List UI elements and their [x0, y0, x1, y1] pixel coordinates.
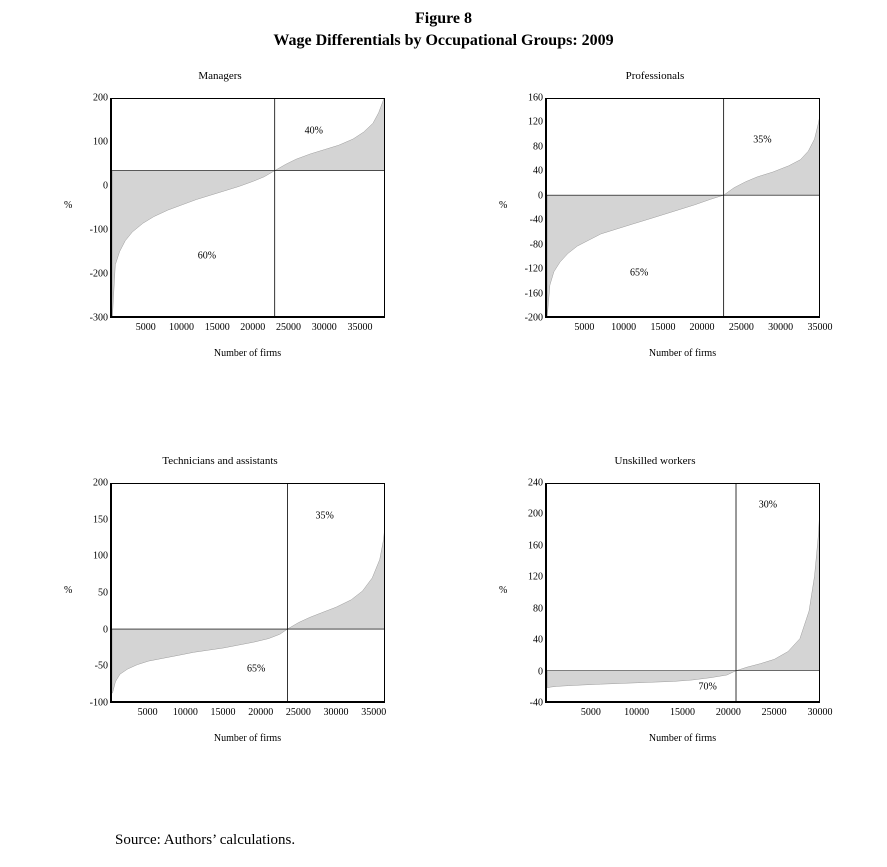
x-tick: 25000	[285, 707, 311, 718]
y-tick: -200	[89, 268, 108, 280]
area-series-unskilled	[547, 508, 820, 688]
x-tick: 5000	[580, 707, 601, 718]
x-tick: 10000	[169, 322, 194, 333]
plot-area-professionals	[545, 98, 820, 318]
y-tick: 150	[93, 514, 108, 526]
x-tick: 20000	[715, 707, 741, 718]
x-ticks-professionals	[545, 322, 833, 338]
annotation-below: 70%	[698, 681, 717, 693]
x-ticks-technicians	[110, 707, 385, 723]
x-tick: 25000	[275, 322, 301, 333]
x-ticks-managers	[110, 322, 385, 338]
x-tick: 10000	[624, 707, 650, 718]
x-tick: 15000	[670, 707, 695, 718]
y-tick: 120	[528, 571, 543, 583]
y-tick: -40	[529, 214, 543, 226]
x-tick: 15000	[204, 322, 230, 333]
chart-panel-managers	[20, 70, 420, 390]
plot-svg-unskilled	[546, 483, 820, 702]
y-tick: 40	[533, 165, 543, 177]
x-tick: 20000	[689, 322, 715, 333]
y-tick: 0	[538, 666, 543, 678]
y-axis-label-unskilled: %	[499, 585, 508, 596]
x-tick: 10000	[172, 707, 198, 718]
y-tick: -80	[529, 239, 543, 251]
y-tick: 200	[93, 477, 108, 489]
y-tick: -50	[94, 660, 108, 672]
x-tick: 5000	[137, 707, 158, 718]
x-tick: 35000	[347, 322, 373, 333]
y-ticks-technicians	[52, 477, 108, 709]
x-axis-label-managers: Number of firms	[213, 348, 282, 359]
y-tick: 80	[533, 141, 543, 153]
chart-panel-technicians	[20, 455, 420, 775]
y-tick: 160	[528, 540, 543, 552]
y-ticks-professionals	[487, 92, 543, 324]
y-tick: -120	[524, 263, 543, 275]
y-tick: 100	[93, 136, 108, 148]
figure-heading: Wage Differentials by Occupational Groups: 2009	[273, 32, 614, 49]
x-tick: 35000	[361, 707, 387, 718]
y-tick: 200	[93, 92, 108, 104]
y-tick: 120	[528, 116, 543, 128]
y-axis-label-managers: %	[64, 200, 73, 211]
y-tick: -160	[524, 288, 543, 300]
plot-area-unskilled	[545, 483, 820, 703]
panel-title-professionals: Professionals	[625, 70, 685, 82]
annotation-below: 60%	[197, 250, 217, 262]
x-tick: 15000	[210, 707, 236, 718]
y-tick: 40	[533, 634, 543, 646]
y-ticks-unskilled	[487, 477, 543, 709]
figure-title	[0, 8, 887, 52]
y-tick: -200	[524, 312, 543, 324]
annotation-above: 35%	[315, 510, 334, 522]
y-tick: 0	[538, 190, 543, 202]
y-tick: 0	[103, 624, 108, 636]
x-tick: 5000	[135, 322, 156, 333]
figure-label: Figure 8	[414, 10, 473, 27]
y-tick: 160	[528, 92, 543, 104]
x-tick: 20000	[240, 322, 266, 333]
plot-svg-managers	[111, 98, 385, 317]
y-tick: 0	[103, 180, 108, 192]
y-ticks-managers	[52, 92, 108, 324]
x-tick: 25000	[761, 707, 787, 718]
plot-area-technicians	[110, 483, 385, 703]
x-tick: 30000	[323, 707, 349, 718]
x-axis-label-technicians: Number of firms	[213, 733, 282, 744]
annotation-above: 35%	[753, 134, 772, 146]
x-tick: 35000	[807, 322, 833, 333]
y-tick: 240	[528, 477, 543, 489]
y-tick: -300	[89, 312, 108, 324]
x-tick: 10000	[611, 322, 637, 333]
area-series-professionals	[547, 115, 820, 317]
y-axis-label-professionals: %	[499, 200, 508, 211]
y-tick: 100	[93, 550, 108, 562]
panel-title-technicians: Technicians and assistants	[162, 455, 278, 467]
x-tick: 25000	[728, 322, 754, 333]
chart-panel-professionals	[455, 70, 855, 390]
chart-panel-unskilled	[455, 455, 855, 775]
x-axis-label-unskilled: Number of firms	[648, 733, 717, 744]
x-tick: 30000	[311, 322, 337, 333]
y-tick: 200	[528, 508, 543, 520]
y-tick: -100	[89, 697, 108, 709]
panel-title-unskilled: Unskilled workers	[614, 455, 696, 467]
x-ticks-unskilled	[545, 707, 833, 723]
x-tick: 30000	[768, 322, 794, 333]
plot-area-managers	[110, 98, 385, 318]
annotation-above: 40%	[304, 125, 323, 137]
x-tick: 5000	[574, 322, 595, 333]
x-tick: 20000	[248, 707, 274, 718]
y-axis-label-technicians: %	[64, 585, 73, 596]
x-axis-label-professionals: Number of firms	[648, 348, 717, 359]
x-tick: 30000	[807, 707, 833, 718]
y-tick: -100	[89, 224, 108, 236]
panel-title-managers: Managers	[198, 70, 242, 82]
area-series-managers	[112, 98, 385, 317]
plot-svg-professionals	[546, 98, 820, 317]
source-note: Source: Authors’ calculations.	[115, 832, 296, 848]
x-tick: 15000	[650, 322, 676, 333]
y-tick: -40	[529, 697, 543, 709]
y-tick: 80	[533, 603, 543, 615]
y-tick: 50	[98, 587, 108, 599]
annotation-below: 65%	[247, 663, 266, 675]
annotation-above: 30%	[758, 499, 778, 511]
annotation-below: 65%	[629, 267, 649, 279]
